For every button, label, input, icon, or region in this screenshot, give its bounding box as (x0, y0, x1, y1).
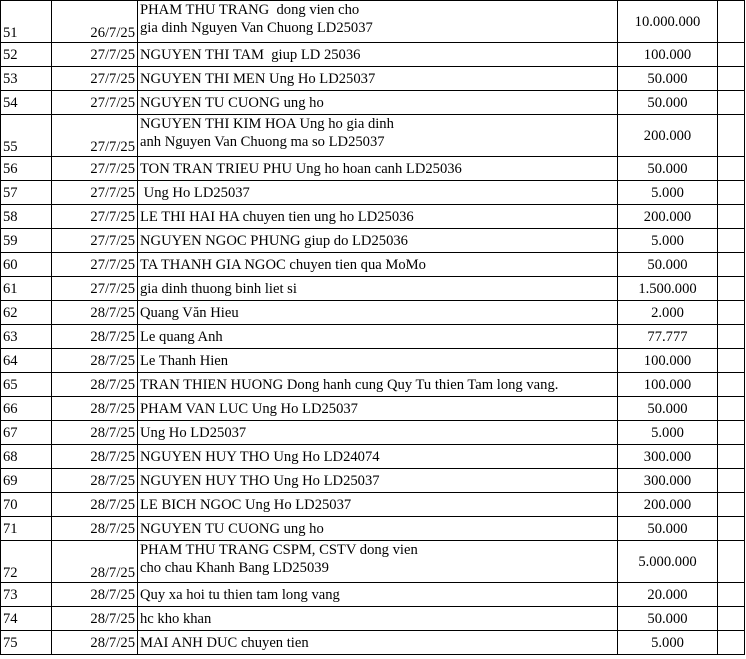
row-amount: 5.000.000 (618, 541, 718, 583)
table-row (1, 301, 745, 325)
row-amount: 100.000 (618, 373, 718, 397)
row-number: 69 (1, 469, 52, 493)
row-margin (718, 325, 745, 349)
row-margin (718, 115, 745, 157)
row-number: 61 (1, 277, 52, 301)
description-line: NGUYEN HUY THO Ung Ho LD25037 (140, 472, 380, 489)
row-amount: 50.000 (618, 607, 718, 631)
row-margin (718, 583, 745, 607)
row-margin (718, 43, 745, 67)
row-margin (718, 181, 745, 205)
description-line: TA THANH GIA NGOC chuyen tien qua MoMo (140, 256, 426, 273)
row-date: 28/7/25 (52, 301, 138, 325)
description-line: NGUYEN THI TAM giup LD 25036 (140, 46, 361, 63)
row-number: 60 (1, 253, 52, 277)
row-description (138, 43, 618, 67)
row-description (138, 67, 618, 91)
row-number: 62 (1, 301, 52, 325)
row-date: 28/7/25 (52, 445, 138, 469)
row-margin (718, 373, 745, 397)
row-description (138, 115, 618, 157)
row-date: 28/7/25 (52, 421, 138, 445)
row-description (138, 205, 618, 229)
row-number: 53 (1, 67, 52, 91)
row-number: 52 (1, 43, 52, 67)
row-number: 64 (1, 349, 52, 373)
row-description (138, 157, 618, 181)
row-amount: 100.000 (618, 349, 718, 373)
description-line: anh Nguyen Van Chuong ma so LD25037 (140, 134, 385, 150)
table-row (1, 115, 745, 157)
row-date: 28/7/25 (52, 607, 138, 631)
row-description (138, 493, 618, 517)
row-number: 75 (1, 631, 52, 655)
row-margin (718, 541, 745, 583)
row-description (138, 517, 618, 541)
row-number: 57 (1, 181, 52, 205)
table-row (1, 469, 745, 493)
row-number: 56 (1, 157, 52, 181)
table-row (1, 1, 745, 43)
table-row (1, 205, 745, 229)
description-line: cho chau Khanh Bang LD25039 (140, 560, 329, 576)
row-amount: 50.000 (618, 91, 718, 115)
row-date: 28/7/25 (52, 397, 138, 421)
table-row (1, 373, 745, 397)
description-line: NGUYEN TU CUONG ung ho (140, 520, 324, 537)
row-amount: 300.000 (618, 469, 718, 493)
description-line: LE BICH NGOC Ung Ho LD25037 (140, 496, 352, 513)
row-amount: 5.000 (618, 229, 718, 253)
row-description (138, 421, 618, 445)
row-date: 28/7/25 (52, 541, 138, 583)
description-line: PHAM VAN LUC Ung Ho LD25037 (140, 400, 358, 417)
row-date: 28/7/25 (52, 631, 138, 655)
description-line: Le Thanh Hien (140, 352, 229, 369)
row-margin (718, 67, 745, 91)
row-margin (718, 253, 745, 277)
row-number: 68 (1, 445, 52, 469)
table-row (1, 445, 745, 469)
row-amount: 50.000 (618, 157, 718, 181)
row-margin (718, 301, 745, 325)
row-amount: 100.000 (618, 43, 718, 67)
description-line: Ung Ho LD25037 (140, 184, 250, 201)
row-margin (718, 493, 745, 517)
row-number: 59 (1, 229, 52, 253)
row-amount: 50.000 (618, 517, 718, 541)
row-number: 65 (1, 373, 52, 397)
row-description (138, 253, 618, 277)
row-number: 51 (1, 1, 52, 43)
table-row (1, 253, 745, 277)
description-line: PHAM THU TRANG dong vien cho (140, 2, 360, 18)
row-amount: 10.000.000 (618, 1, 718, 43)
row-amount: 2.000 (618, 301, 718, 325)
row-date: 27/7/25 (52, 91, 138, 115)
table-row (1, 91, 745, 115)
row-date: 27/7/25 (52, 229, 138, 253)
description-line: Ung Ho LD25037 (140, 424, 247, 441)
row-amount: 50.000 (618, 397, 718, 421)
description-line: PHAM THU TRANG CSPM, CSTV dong vien (140, 542, 418, 558)
row-number: 63 (1, 325, 52, 349)
row-margin (718, 421, 745, 445)
row-description (138, 301, 618, 325)
description-line: hc kho khan (140, 610, 212, 627)
row-description (138, 325, 618, 349)
table-row (1, 421, 745, 445)
row-margin (718, 349, 745, 373)
row-number: 67 (1, 421, 52, 445)
row-margin (718, 91, 745, 115)
description-line: Quang Văn Hieu (140, 304, 239, 321)
row-date: 28/7/25 (52, 349, 138, 373)
description-line: Le quang Anh (140, 328, 223, 345)
row-amount: 5.000 (618, 631, 718, 655)
row-description (138, 397, 618, 421)
row-amount: 77.777 (618, 325, 718, 349)
row-date: 27/7/25 (52, 157, 138, 181)
row-margin (718, 229, 745, 253)
description-line: TRAN THIEN HUONG Dong hanh cung Quy Tu thien Tam long vang. (140, 376, 559, 393)
row-date: 28/7/25 (52, 373, 138, 397)
row-number: 73 (1, 583, 52, 607)
row-margin (718, 517, 745, 541)
description-line: NGUYEN TU CUONG ung ho (140, 94, 324, 111)
row-description (138, 349, 618, 373)
row-description (138, 541, 618, 583)
row-date: 27/7/25 (52, 205, 138, 229)
description-line: Quy xa hoi tu thien tam long vang (140, 586, 340, 603)
description-line: gia dinh Nguyen Van Chuong LD25037 (140, 20, 373, 36)
table-row (1, 43, 745, 67)
row-date: 27/7/25 (52, 115, 138, 157)
row-date: 27/7/25 (52, 67, 138, 91)
table-row (1, 583, 745, 607)
description-line: MAI ANH DUC chuyen tien (140, 634, 309, 651)
table-row (1, 493, 745, 517)
table-row (1, 229, 745, 253)
row-date: 27/7/25 (52, 253, 138, 277)
row-description (138, 469, 618, 493)
row-margin (718, 469, 745, 493)
row-number: 72 (1, 541, 52, 583)
row-number: 71 (1, 517, 52, 541)
description-line: gia dinh thuong binh liet si (140, 280, 297, 297)
row-margin (718, 631, 745, 655)
row-amount: 300.000 (618, 445, 718, 469)
row-number: 54 (1, 91, 52, 115)
row-date: 28/7/25 (52, 469, 138, 493)
table-row (1, 631, 745, 655)
table-row (1, 517, 745, 541)
row-margin (718, 277, 745, 301)
row-margin (718, 157, 745, 181)
row-date: 28/7/25 (52, 583, 138, 607)
row-amount: 5.000 (618, 181, 718, 205)
row-date: 28/7/25 (52, 325, 138, 349)
table-row (1, 607, 745, 631)
row-date: 26/7/25 (52, 1, 138, 43)
description-line: NGUYEN NGOC PHUNG giup do LD25036 (140, 232, 408, 249)
row-description (138, 91, 618, 115)
row-number: 66 (1, 397, 52, 421)
description-line: TON TRAN TRIEU PHU Ung ho hoan canh LD25036 (140, 160, 462, 177)
row-amount: 20.000 (618, 583, 718, 607)
row-description (138, 373, 618, 397)
row-number: 70 (1, 493, 52, 517)
row-description (138, 583, 618, 607)
table-row (1, 181, 745, 205)
row-amount: 50.000 (618, 67, 718, 91)
table-row (1, 541, 745, 583)
description-line: LE THI HAI HA chuyen tien ung ho LD25036 (140, 208, 414, 225)
table-row (1, 349, 745, 373)
row-description (138, 229, 618, 253)
table-row (1, 157, 745, 181)
row-amount: 200.000 (618, 115, 718, 157)
row-amount: 5.000 (618, 421, 718, 445)
row-margin (718, 205, 745, 229)
row-date: 28/7/25 (52, 517, 138, 541)
description-line: NGUYEN THI MEN Ung Ho LD25037 (140, 70, 376, 87)
row-date: 27/7/25 (52, 43, 138, 67)
row-description (138, 1, 618, 43)
row-number: 74 (1, 607, 52, 631)
row-description (138, 631, 618, 655)
row-amount: 1.500.000 (618, 277, 718, 301)
row-date: 27/7/25 (52, 277, 138, 301)
table-row (1, 397, 745, 421)
donation-table-body (1, 1, 745, 655)
row-number: 55 (1, 115, 52, 157)
row-amount: 200.000 (618, 493, 718, 517)
table-row (1, 325, 745, 349)
row-description (138, 445, 618, 469)
row-date: 27/7/25 (52, 181, 138, 205)
row-date: 28/7/25 (52, 493, 138, 517)
row-margin (718, 397, 745, 421)
row-amount: 200.000 (618, 205, 718, 229)
table-row (1, 277, 745, 301)
row-amount: 50.000 (618, 253, 718, 277)
description-line: NGUYEN THI KIM HOA Ung ho gia dinh (140, 116, 394, 132)
row-description (138, 607, 618, 631)
row-margin (718, 607, 745, 631)
row-margin (718, 445, 745, 469)
row-description (138, 181, 618, 205)
row-description (138, 277, 618, 301)
description-line: NGUYEN HUY THO Ung Ho LD24074 (140, 448, 380, 465)
table-row (1, 67, 745, 91)
row-margin (718, 1, 745, 43)
row-number: 58 (1, 205, 52, 229)
